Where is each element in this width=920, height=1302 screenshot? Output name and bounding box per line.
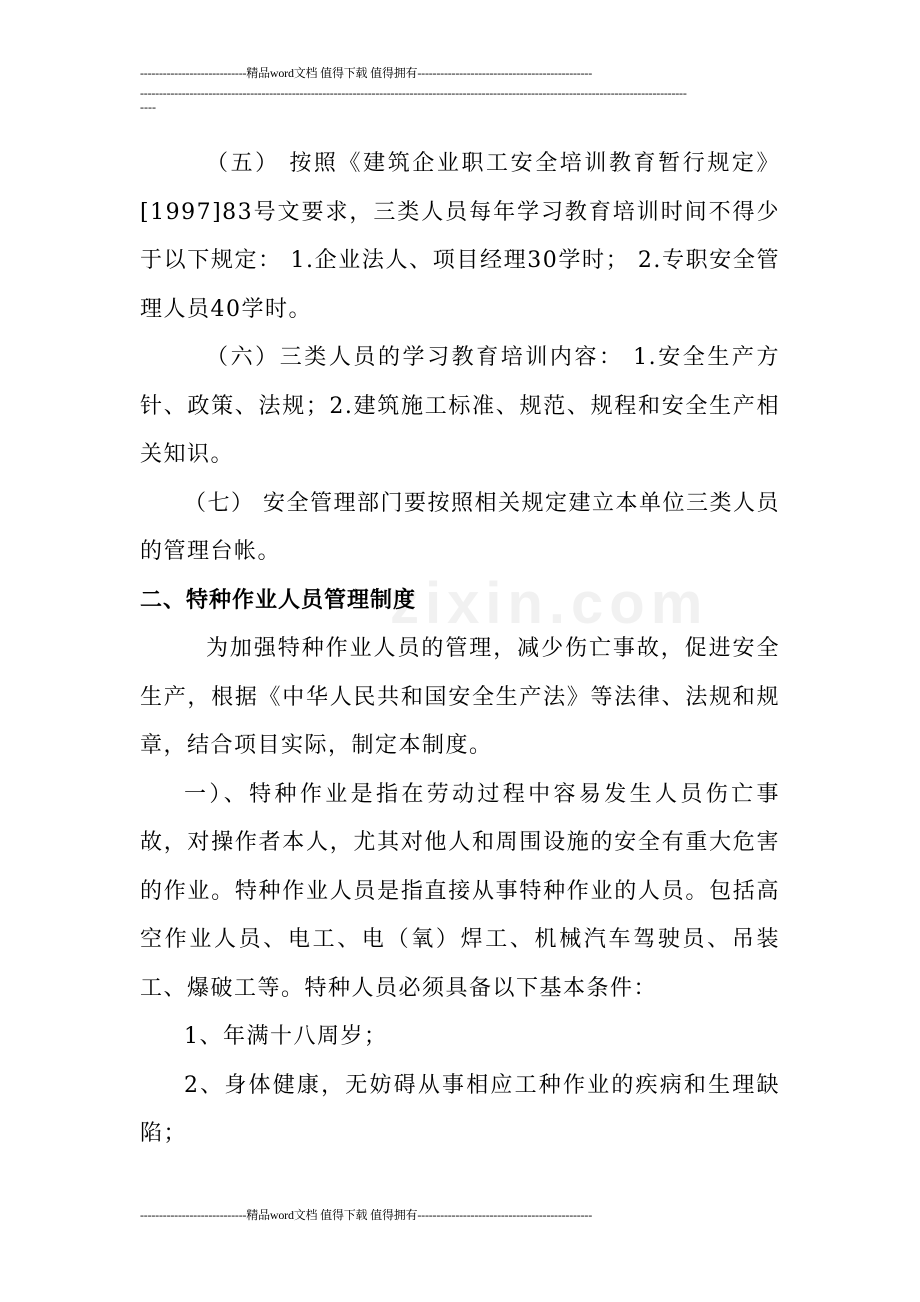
- paragraph-five: （五） 按照《建筑企业职工安全培训教育暂行规定》[1997]83号文要求，三类人员每年学习教育培训时间不得少于以下规定： 1.企业法人、项目经理30学时； 2.专职安全管理人员40学时。: [140, 151, 780, 322]
- footer-dash-suffix: ----------------------------------------------: [417, 1208, 592, 1222]
- header-divider: ------------------------------------------------------------------------------------------------------------------------------------------------: [140, 86, 687, 100]
- header-divider-tail: ----: [140, 100, 156, 114]
- document-body: [140, 140, 780, 1159]
- footer-label: 精品word文档 值得下载 值得拥有: [246, 1208, 418, 1222]
- paragraph-six: （六）三类人员的学习教育培训内容： 1.安全生产方针、政策、法规；2.建筑施工标准、规范、规程和安全生产相关知识。: [140, 345, 780, 467]
- condition-item-2: 2、身体健康，无妨碍从事相应工种作业的疾病和生理缺陷；: [140, 1072, 780, 1146]
- page-header: [140, 66, 592, 80]
- paragraph-seven: （七） 安全管理部门要按照相关规定建立本单位三类人员的管理台帐。: [140, 490, 780, 564]
- intro-paragraph: 为加强特种作业人员的管理，减少伤亡事故，促进安全生产，根据《中华人民共和国安全生产法》等法律、法规和规章，结合项目实际，制定本制度。: [140, 636, 780, 758]
- header-dash-prefix: ----------------------------: [140, 66, 247, 80]
- page-footer: [140, 1208, 592, 1222]
- condition-item-1: 1、年满十八周岁；: [184, 1024, 388, 1049]
- definition-paragraph: 一）、特种作业是指在劳动过程中容易发生人员伤亡事故，对操作者本人，尤其对他人和周围设施的安全有重大危害的作业。特种作业人员是指直接从事特种作业的人员。包括高空作业人员、电工、电（氧）焊工、机械汽车驾驶员、吊装工、爆破工等。特种人员必须具备以下基本条件：: [140, 781, 780, 1001]
- footer-dash-prefix: ----------------------------: [140, 1208, 247, 1222]
- header-label: 精品word文档 值得下载 值得拥有: [246, 66, 418, 80]
- header-dash-suffix: ----------------------------------------------: [417, 66, 592, 80]
- section-heading: 二、特种作业人员管理制度: [140, 587, 417, 613]
- watermark: zixin.com: [390, 571, 709, 636]
